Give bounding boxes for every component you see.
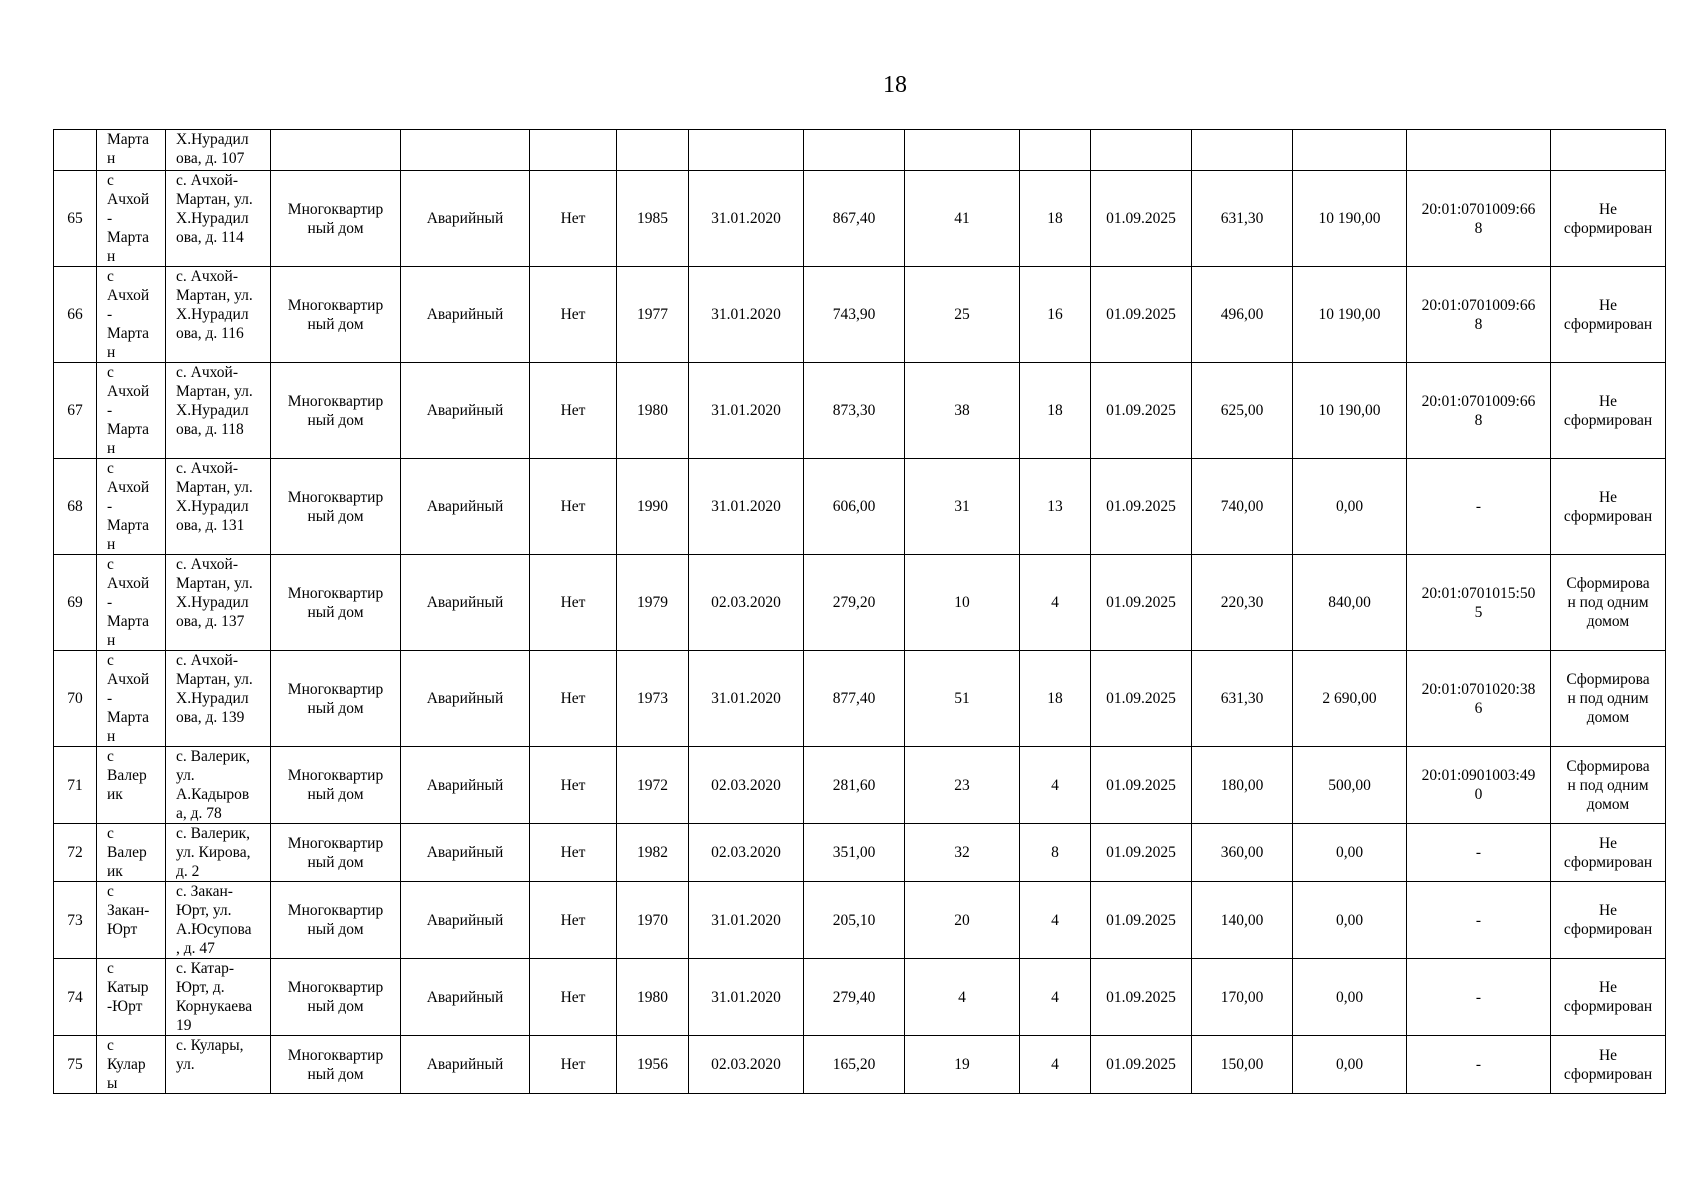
table-row [54, 1036, 1666, 1094]
cell-cadastral-number: 20:01:0701009:66 8 [1407, 171, 1551, 267]
cell-address: с. Ачхой- Мартан, ул. Х.Нурадил ова, д. 114 [166, 171, 271, 267]
cell-building-type: Многоквартир ный дом [271, 171, 401, 267]
cell-residents: 20 [905, 882, 1020, 959]
cell-empty [530, 130, 617, 171]
cell-recognition-date: 02.03.2020 [689, 747, 804, 824]
table-row [54, 459, 1666, 555]
cell-year-built: 1985 [617, 171, 689, 267]
cell-land-status: Не сформирован [1551, 459, 1666, 555]
cell-flag: Нет [530, 459, 617, 555]
cell-building-type: Многоквартир ный дом [271, 747, 401, 824]
cell-recognition-date: 02.03.2020 [689, 1036, 804, 1094]
cell-land-area: 0,00 [1293, 882, 1407, 959]
cell-settlement: с Валер ик [97, 747, 166, 824]
housing-registry-table [53, 129, 1666, 1094]
cell-cadastral-number: 20:01:0701009:66 8 [1407, 267, 1551, 363]
cell-building-type: Многоквартир ный дом [271, 882, 401, 959]
cell-resettlement-deadline: 01.09.2025 [1091, 171, 1192, 267]
cell-flag: Нет [530, 824, 617, 882]
cell-premises-count: 4 [1020, 882, 1091, 959]
cell-living-area: 496,00 [1192, 267, 1293, 363]
cell-resettlement-deadline: 01.09.2025 [1091, 555, 1192, 651]
cell-status: Аварийный [401, 363, 530, 459]
cell-flag: Нет [530, 747, 617, 824]
cell-empty [804, 130, 905, 171]
cell-resettlement-deadline: 01.09.2025 [1091, 959, 1192, 1036]
cell-settlement: с Ачхой - Марта н [97, 555, 166, 651]
cell-recognition-date: 31.01.2020 [689, 651, 804, 747]
cell-residents: 19 [905, 1036, 1020, 1094]
cell-address: с. Ачхой- Мартан, ул. Х.Нурадил ова, д. 139 [166, 651, 271, 747]
cell-land-status: Сформирова н под одним домом [1551, 651, 1666, 747]
cell-total-area: 606,00 [804, 459, 905, 555]
cell-recognition-date: 02.03.2020 [689, 555, 804, 651]
cell-status: Аварийный [401, 1036, 530, 1094]
cell-living-area: 180,00 [1192, 747, 1293, 824]
table-row [54, 651, 1666, 747]
cell-land-status: Не сформирован [1551, 171, 1666, 267]
cell-row-number: 67 [54, 363, 97, 459]
cell-address: с. Закан- Юрт, ул. А.Юсупова , д. 47 [166, 882, 271, 959]
cell-row-number: 70 [54, 651, 97, 747]
cell-total-area: 205,10 [804, 882, 905, 959]
cell-status: Аварийный [401, 171, 530, 267]
cell-empty [1407, 130, 1551, 171]
cell-year-built: 1970 [617, 882, 689, 959]
cell-cadastral-number: 20:01:0701015:50 5 [1407, 555, 1551, 651]
cell-total-area: 877,40 [804, 651, 905, 747]
cell-land-area: 840,00 [1293, 555, 1407, 651]
cell-flag: Нет [530, 651, 617, 747]
cell-premises-count: 8 [1020, 824, 1091, 882]
cell-recognition-date: 02.03.2020 [689, 824, 804, 882]
cell-premises-count: 4 [1020, 747, 1091, 824]
cell-address: с. Ачхой- Мартан, ул. Х.Нурадил ова, д. 118 [166, 363, 271, 459]
cell-land-status: Не сформирован [1551, 824, 1666, 882]
cell-empty [1091, 130, 1192, 171]
cell-land-status: Сформирова н под одним домом [1551, 747, 1666, 824]
table-row [54, 267, 1666, 363]
cell-recognition-date: 31.01.2020 [689, 459, 804, 555]
cell-cadastral-number: 20:01:0701009:66 8 [1407, 363, 1551, 459]
cell-status: Аварийный [401, 459, 530, 555]
cell-flag: Нет [530, 171, 617, 267]
cell-year-built: 1977 [617, 267, 689, 363]
cell-premises-count: 18 [1020, 363, 1091, 459]
cell-living-area: 220,30 [1192, 555, 1293, 651]
cell-empty [905, 130, 1020, 171]
cell-residents: 51 [905, 651, 1020, 747]
cell-settlement: с Валер ик [97, 824, 166, 882]
cell-status: Аварийный [401, 882, 530, 959]
cell-flag: Нет [530, 267, 617, 363]
cell-cadastral-number: - [1407, 459, 1551, 555]
cell-num [54, 130, 97, 171]
cell-land-area: 500,00 [1293, 747, 1407, 824]
cell-total-area: 281,60 [804, 747, 905, 824]
cell-total-area: 279,40 [804, 959, 905, 1036]
cell-address: с. Катар- Юрт, д. Корнукаева 19 [166, 959, 271, 1036]
cell-row-number: 72 [54, 824, 97, 882]
cell-residents: 31 [905, 459, 1020, 555]
cell-recognition-date: 31.01.2020 [689, 959, 804, 1036]
cell-status: Аварийный [401, 747, 530, 824]
cell-residents: 25 [905, 267, 1020, 363]
cell-living-area: 170,00 [1192, 959, 1293, 1036]
cell-building-type: Многоквартир ный дом [271, 651, 401, 747]
cell-row-number: 74 [54, 959, 97, 1036]
cell-settlement: с Ачхой - Марта н [97, 651, 166, 747]
cell-land-area: 10 190,00 [1293, 363, 1407, 459]
cell-address: с. Валерик, ул. А.Кадыров а, д. 78 [166, 747, 271, 824]
cell-cadastral-number: - [1407, 1036, 1551, 1094]
cell-empty [1293, 130, 1407, 171]
cell-address: с. Ачхой- Мартан, ул. Х.Нурадил ова, д. 116 [166, 267, 271, 363]
cell-year-built: 1980 [617, 363, 689, 459]
cell-flag: Нет [530, 555, 617, 651]
cell-land-area: 0,00 [1293, 1036, 1407, 1094]
table-row [54, 882, 1666, 959]
cell-row-number: 75 [54, 1036, 97, 1094]
cell-building-type: Многоквартир ный дом [271, 959, 401, 1036]
table-row [54, 363, 1666, 459]
cell-empty [1551, 130, 1666, 171]
cell-land-area: 0,00 [1293, 459, 1407, 555]
table-row-continuation [54, 130, 1666, 171]
cell-living-area: 625,00 [1192, 363, 1293, 459]
cell-resettlement-deadline: 01.09.2025 [1091, 1036, 1192, 1094]
cell-premises-count: 4 [1020, 555, 1091, 651]
cell-cadastral-number: - [1407, 882, 1551, 959]
cell-row-number: 69 [54, 555, 97, 651]
cell-premises-count: 13 [1020, 459, 1091, 555]
cell-flag: Нет [530, 363, 617, 459]
cell-land-status: Не сформирован [1551, 363, 1666, 459]
cell-land-area: 10 190,00 [1293, 171, 1407, 267]
cell-premises-count: 18 [1020, 651, 1091, 747]
cell-residents: 41 [905, 171, 1020, 267]
cell-total-area: 867,40 [804, 171, 905, 267]
cell-status: Аварийный [401, 651, 530, 747]
cell-settlement: с Закан- Юрт [97, 882, 166, 959]
table-row [54, 824, 1666, 882]
cell-empty [401, 130, 530, 171]
cell-flag: Нет [530, 882, 617, 959]
table-row [54, 959, 1666, 1036]
cell-land-status: Не сформирован [1551, 267, 1666, 363]
cell-land-area: 0,00 [1293, 824, 1407, 882]
cell-year-built: 1990 [617, 459, 689, 555]
cell-residents: 4 [905, 959, 1020, 1036]
cell-resettlement-deadline: 01.09.2025 [1091, 651, 1192, 747]
cell-residents: 38 [905, 363, 1020, 459]
cell-residents: 23 [905, 747, 1020, 824]
cell-year-built: 1982 [617, 824, 689, 882]
table-row [54, 555, 1666, 651]
cell-building-type: Многоквартир ный дом [271, 824, 401, 882]
cell-address: с. Ачхой- Мартан, ул. Х.Нурадил ова, д. 137 [166, 555, 271, 651]
cell-settlement: с Катыр -Юрт [97, 959, 166, 1036]
cell-land-area: 10 190,00 [1293, 267, 1407, 363]
cell-land-status: Не сформирован [1551, 959, 1666, 1036]
cell-row-number: 71 [54, 747, 97, 824]
cell-premises-count: 18 [1020, 171, 1091, 267]
cell-building-type: Многоквартир ный дом [271, 363, 401, 459]
cell-building-type: Многоквартир ный дом [271, 459, 401, 555]
cell-row-number: 68 [54, 459, 97, 555]
cell-empty [271, 130, 401, 171]
cell-land-area: 0,00 [1293, 959, 1407, 1036]
cell-recognition-date: 31.01.2020 [689, 171, 804, 267]
cell-row-number: 73 [54, 882, 97, 959]
cell-flag: Нет [530, 1036, 617, 1094]
cell-address: Х.Нурадил ова, д. 107 [166, 130, 271, 171]
cell-settlement: с Ачхой - Марта н [97, 267, 166, 363]
cell-land-status: Не сформирован [1551, 882, 1666, 959]
table-row [54, 171, 1666, 267]
cell-settlement: с Кулар ы [97, 1036, 166, 1094]
cell-cadastral-number: - [1407, 959, 1551, 1036]
cell-resettlement-deadline: 01.09.2025 [1091, 824, 1192, 882]
cell-total-area: 743,90 [804, 267, 905, 363]
cell-year-built: 1980 [617, 959, 689, 1036]
cell-living-area: 740,00 [1192, 459, 1293, 555]
cell-year-built: 1972 [617, 747, 689, 824]
cell-resettlement-deadline: 01.09.2025 [1091, 882, 1192, 959]
cell-premises-count: 4 [1020, 959, 1091, 1036]
cell-settlement: Марта н [97, 130, 166, 171]
cell-building-type: Многоквартир ный дом [271, 267, 401, 363]
cell-living-area: 631,30 [1192, 171, 1293, 267]
cell-settlement: с Ачхой - Марта н [97, 171, 166, 267]
cell-resettlement-deadline: 01.09.2025 [1091, 363, 1192, 459]
cell-address: с. Валерик, ул. Кирова, д. 2 [166, 824, 271, 882]
cell-premises-count: 16 [1020, 267, 1091, 363]
cell-status: Аварийный [401, 959, 530, 1036]
cell-recognition-date: 31.01.2020 [689, 267, 804, 363]
cell-status: Аварийный [401, 824, 530, 882]
cell-empty [689, 130, 804, 171]
cell-empty [1192, 130, 1293, 171]
cell-living-area: 631,30 [1192, 651, 1293, 747]
cell-address: с. Кулары, ул. [166, 1036, 271, 1094]
cell-cadastral-number: 20:01:0901003:49 0 [1407, 747, 1551, 824]
cell-living-area: 360,00 [1192, 824, 1293, 882]
table-row [54, 747, 1666, 824]
cell-land-status: Сформирова н под одним домом [1551, 555, 1666, 651]
cell-residents: 10 [905, 555, 1020, 651]
cell-resettlement-deadline: 01.09.2025 [1091, 267, 1192, 363]
cell-row-number: 66 [54, 267, 97, 363]
cell-total-area: 873,30 [804, 363, 905, 459]
cell-year-built: 1979 [617, 555, 689, 651]
cell-resettlement-deadline: 01.09.2025 [1091, 459, 1192, 555]
cell-year-built: 1973 [617, 651, 689, 747]
cell-empty [617, 130, 689, 171]
cell-living-area: 150,00 [1192, 1036, 1293, 1094]
cell-land-status: Не сформирован [1551, 1036, 1666, 1094]
cell-recognition-date: 31.01.2020 [689, 882, 804, 959]
cell-premises-count: 4 [1020, 1036, 1091, 1094]
cell-cadastral-number: - [1407, 824, 1551, 882]
cell-settlement: с Ачхой - Марта н [97, 363, 166, 459]
cell-empty [1020, 130, 1091, 171]
cell-residents: 32 [905, 824, 1020, 882]
cell-recognition-date: 31.01.2020 [689, 363, 804, 459]
cell-land-area: 2 690,00 [1293, 651, 1407, 747]
cell-total-area: 279,20 [804, 555, 905, 651]
cell-status: Аварийный [401, 555, 530, 651]
page-number: 18 [883, 72, 907, 98]
cell-building-type: Многоквартир ный дом [271, 555, 401, 651]
cell-living-area: 140,00 [1192, 882, 1293, 959]
cell-row-number: 65 [54, 171, 97, 267]
cell-year-built: 1956 [617, 1036, 689, 1094]
cell-settlement: с Ачхой - Марта н [97, 459, 166, 555]
cell-flag: Нет [530, 959, 617, 1036]
cell-total-area: 165,20 [804, 1036, 905, 1094]
cell-resettlement-deadline: 01.09.2025 [1091, 747, 1192, 824]
cell-status: Аварийный [401, 267, 530, 363]
cell-address: с. Ачхой- Мартан, ул. Х.Нурадил ова, д. 131 [166, 459, 271, 555]
cell-building-type: Многоквартир ный дом [271, 1036, 401, 1094]
cell-total-area: 351,00 [804, 824, 905, 882]
cell-cadastral-number: 20:01:0701020:38 6 [1407, 651, 1551, 747]
